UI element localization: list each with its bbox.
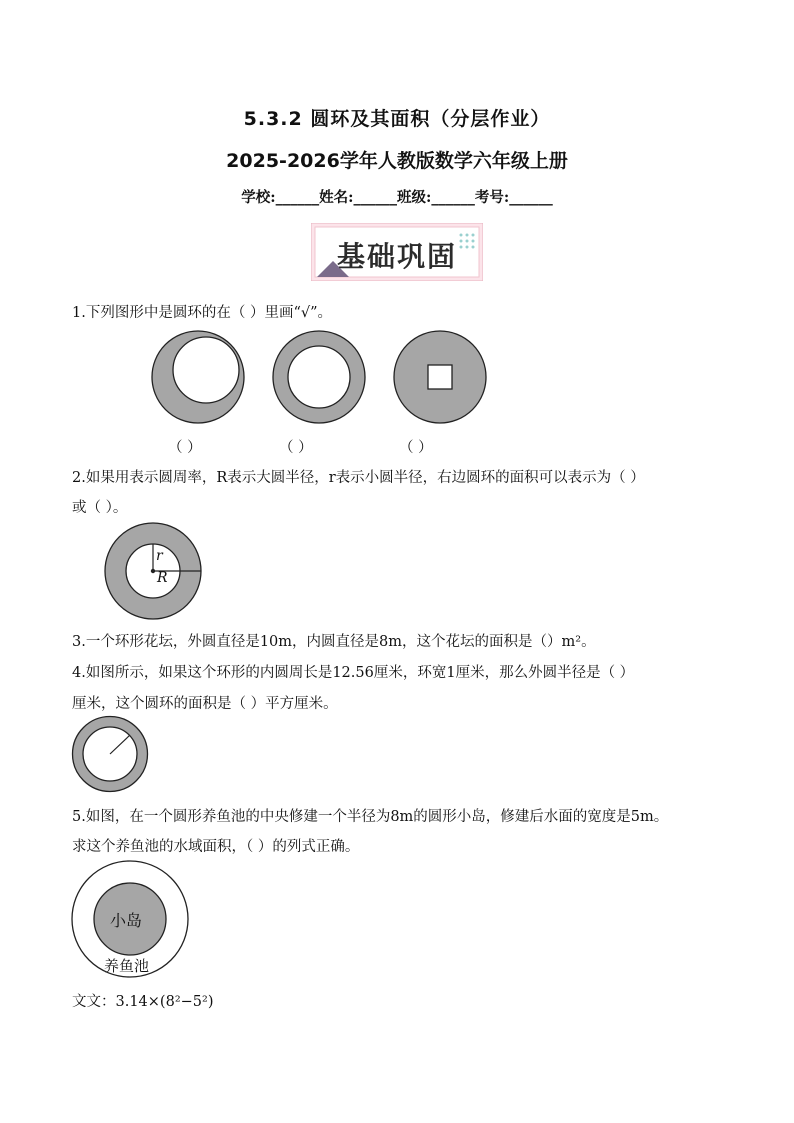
page-subtitle: 2025-2026学年人教版数学六年级上册 [226,150,568,172]
island-label: 小岛 [110,911,143,930]
q1-answer-slot-3[interactable]: （ ） [399,440,433,456]
pond-label: 养鱼池 [104,957,150,975]
label-large-radius: R [157,570,168,586]
question-4-line-1: 4.如图所示，如果这个环形的内圆周长是12.56厘米，环宽1厘米，那么外圆半径是（ ） [72,665,635,681]
banner-label: 基础巩固 [336,240,457,273]
question-1: 1.下列图形中是圆环的在（ ）里画“√”。 [72,305,333,321]
concentric-ring-figure [273,331,365,423]
q5-option-a: 文文：3.14×(8²−5²) [72,994,214,1010]
section-banner [311,223,483,281]
question-3: 3.一个环形花坛，外圆直径是10m，内圆直径是8m，这个花坛的面积是（）m²。 [72,634,596,650]
q2-ring-figure [103,521,205,623]
eccentric-ring-figure [152,331,244,423]
q4-ring-figure [71,715,151,795]
page-title: 5.3.2 圆环及其面积（分层作业） [243,108,551,130]
q1-figures [150,330,490,425]
question-2-line-1: 2.如果用表示圆周率，R表示大圆半径，r表示小圆半径，右边圆环的面积可以表示为（ ） [72,470,645,486]
question-2-line-2: 或（ ）。 [72,500,128,516]
student-info-line: 学校:______姓名:______班级:______考号:______ [241,189,553,206]
label-small-radius: r [156,548,163,564]
question-5-line-1: 5.如图，在一个圆形养鱼池的中央修建一个半径为8m的圆形小岛，修建后水面的宽度是5m。 [72,809,669,825]
q1-answer-slot-2[interactable]: （ ） [279,440,313,456]
square-hole-figure [394,331,486,423]
question-4-line-2: 厘米，这个圆环的面积是（ ）平方厘米。 [72,696,338,712]
question-5-line-2: 求这个养鱼池的水域面积，（ ）的列式正确。 [72,839,360,855]
q1-answer-slot-1[interactable]: （ ） [168,440,202,456]
